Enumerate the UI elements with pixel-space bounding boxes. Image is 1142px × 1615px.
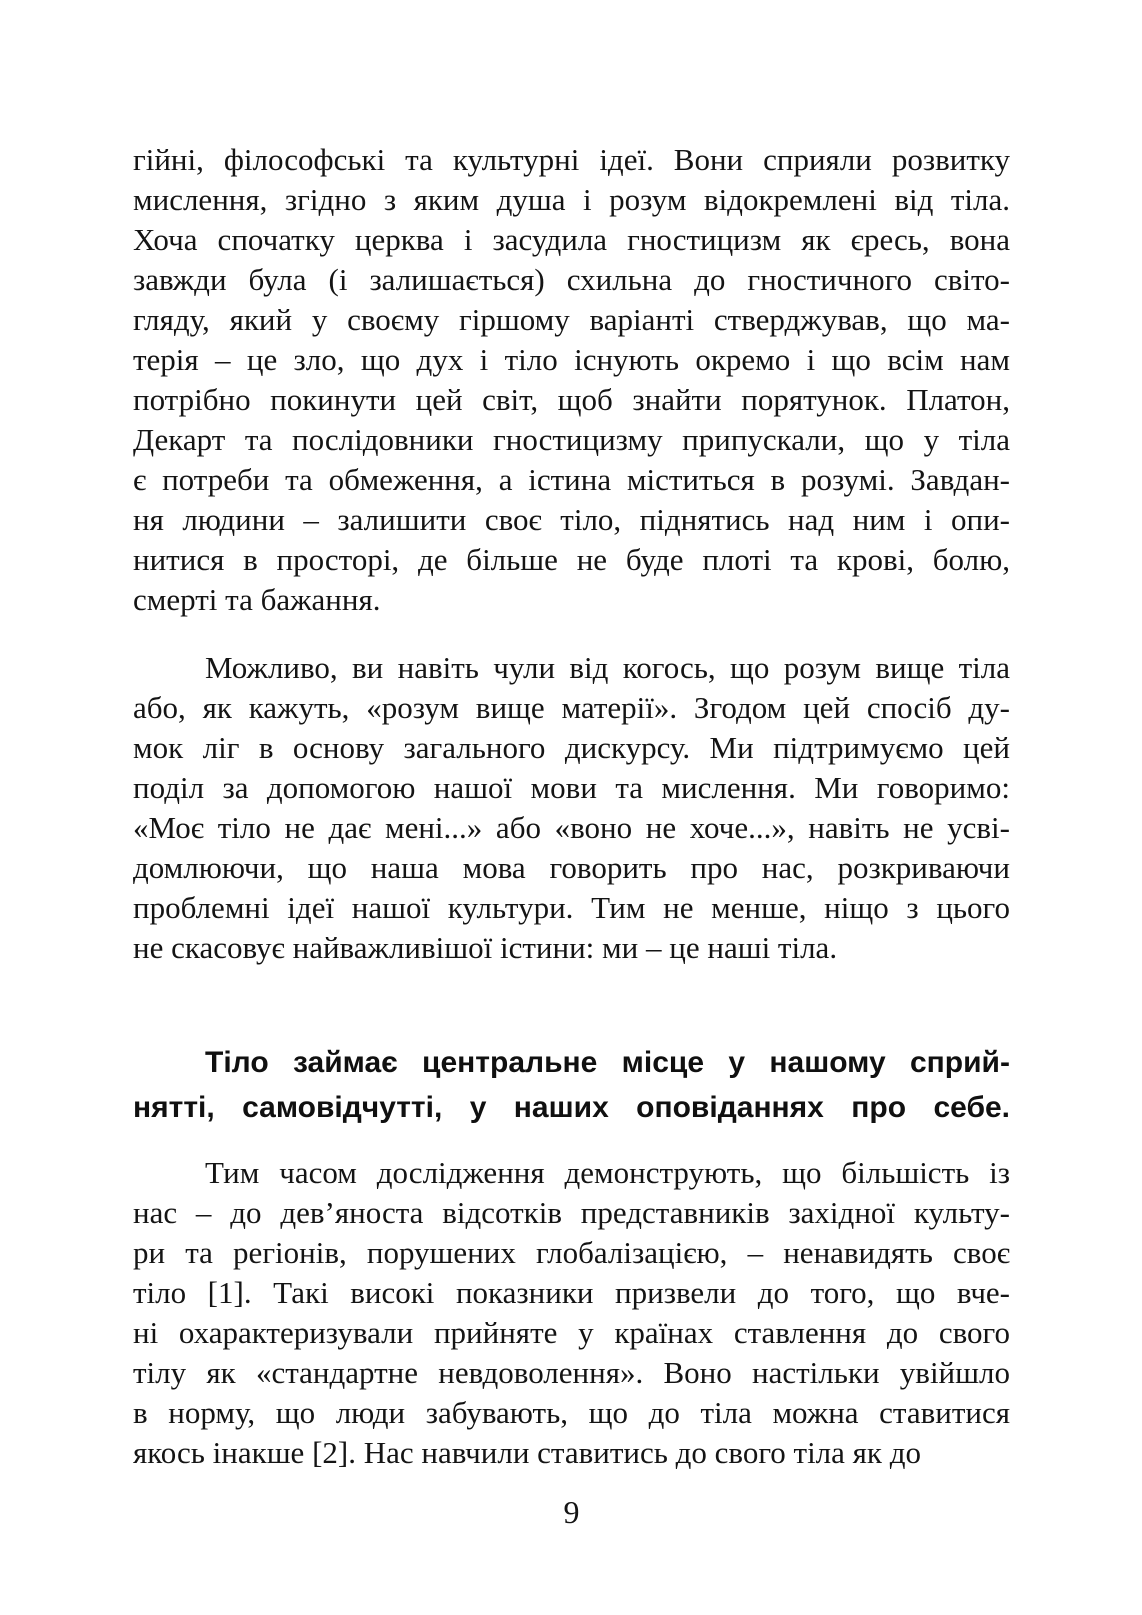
text-line: є потреби та обмеження, а істина міститься в розумі. Завдан- [133, 462, 1010, 497]
text-line: нятті, самовідчутті, у наших оповіданнях про себе. [133, 1091, 1010, 1124]
paragraph [133, 1153, 1010, 1473]
page-text [133, 140, 1010, 1473]
text-line: ня людини – залишити своє тіло, піднятись над ним і опи- [133, 502, 1010, 537]
text-line: ри та регіонів, порушених глобалізацією, – ненавидять своє [133, 1235, 1010, 1270]
text-line: смерті та бажання. [133, 582, 381, 617]
text-line: Тим часом дослідження демонструють, що більшість із [205, 1155, 1010, 1190]
text-line: мок ліг в основу загального дискурсу. Ми підтримуємо цей [133, 730, 1010, 765]
text-line: якось інакше [2]. Нас навчили ставитись до свого тіла як до [133, 1435, 922, 1470]
paragraph [133, 140, 1010, 620]
text-line: нас – до дев’яноста відсотків представників західної культу- [133, 1195, 1010, 1230]
text-line: в норму, що люди забувають, що до тіла можна ставитися [133, 1395, 1010, 1430]
text-line: Можливо, ви навіть чули від когось, що розум вище тіла [205, 650, 1010, 685]
text-line: терія – це зло, що дух і тіло існують окремо і що всім нам [133, 342, 1010, 377]
text-line: тілу як «стандартне невдоволення». Воно настільки увійшло [133, 1355, 1010, 1390]
text-line: домлюючи, що наша мова говорить про нас, розкриваючи [133, 850, 1010, 885]
text-line: Тіло займає центральне місце у нашому сприй- [205, 1046, 1010, 1079]
text-line: мислення, згідно з яким душа і розум відокремлені від тіла. [133, 182, 1010, 217]
text-line: тіло [1]. Такі високі показники призвели до того, що вче- [133, 1275, 1010, 1310]
text-line: нитися в просторі, де більше не буде плоті та крові, болю, [133, 542, 1010, 577]
text-line: гійні, філософські та культурні ідеї. Вони сприяли розвитку [133, 142, 1010, 177]
text-line: «Моє тіло не дає мені...» або «воно не хоче...», навіть не усві- [133, 810, 1010, 845]
text-line: завжди була (і залишається) схильна до гностичного світо- [133, 262, 1010, 297]
text-line: не скасовує найважливішої істини: ми – це наші тіла. [133, 930, 838, 965]
text-line: або, як кажуть, «розум вище матерії». Згодом цей спосіб ду- [133, 690, 1010, 725]
text-line: поділ за допомогою нашої мови та мислення. Ми говоримо: [133, 770, 1010, 805]
page-number: 9 [563, 1494, 580, 1530]
text-line: Декарт та послідовники гностицизму припускали, що у тіла [133, 422, 1010, 457]
text-line: Хоча спочатку церква і засудила гностицизм як єресь, вона [133, 222, 1010, 257]
text-line: ні охарактеризували прийняте у країнах ставлення до свого [133, 1315, 1010, 1350]
text-line: гляду, який у своєму гіршому варіанті стверджував, що ма- [133, 302, 1010, 337]
text-line: потрібно покинути цей світ, щоб знайти порятунок. Платон, [133, 382, 1010, 417]
paragraph [133, 648, 1010, 968]
text-line: проблемні ідеї нашої культури. Тим не менше, ніщо з цього [133, 890, 1010, 925]
section-heading [133, 1040, 1010, 1130]
